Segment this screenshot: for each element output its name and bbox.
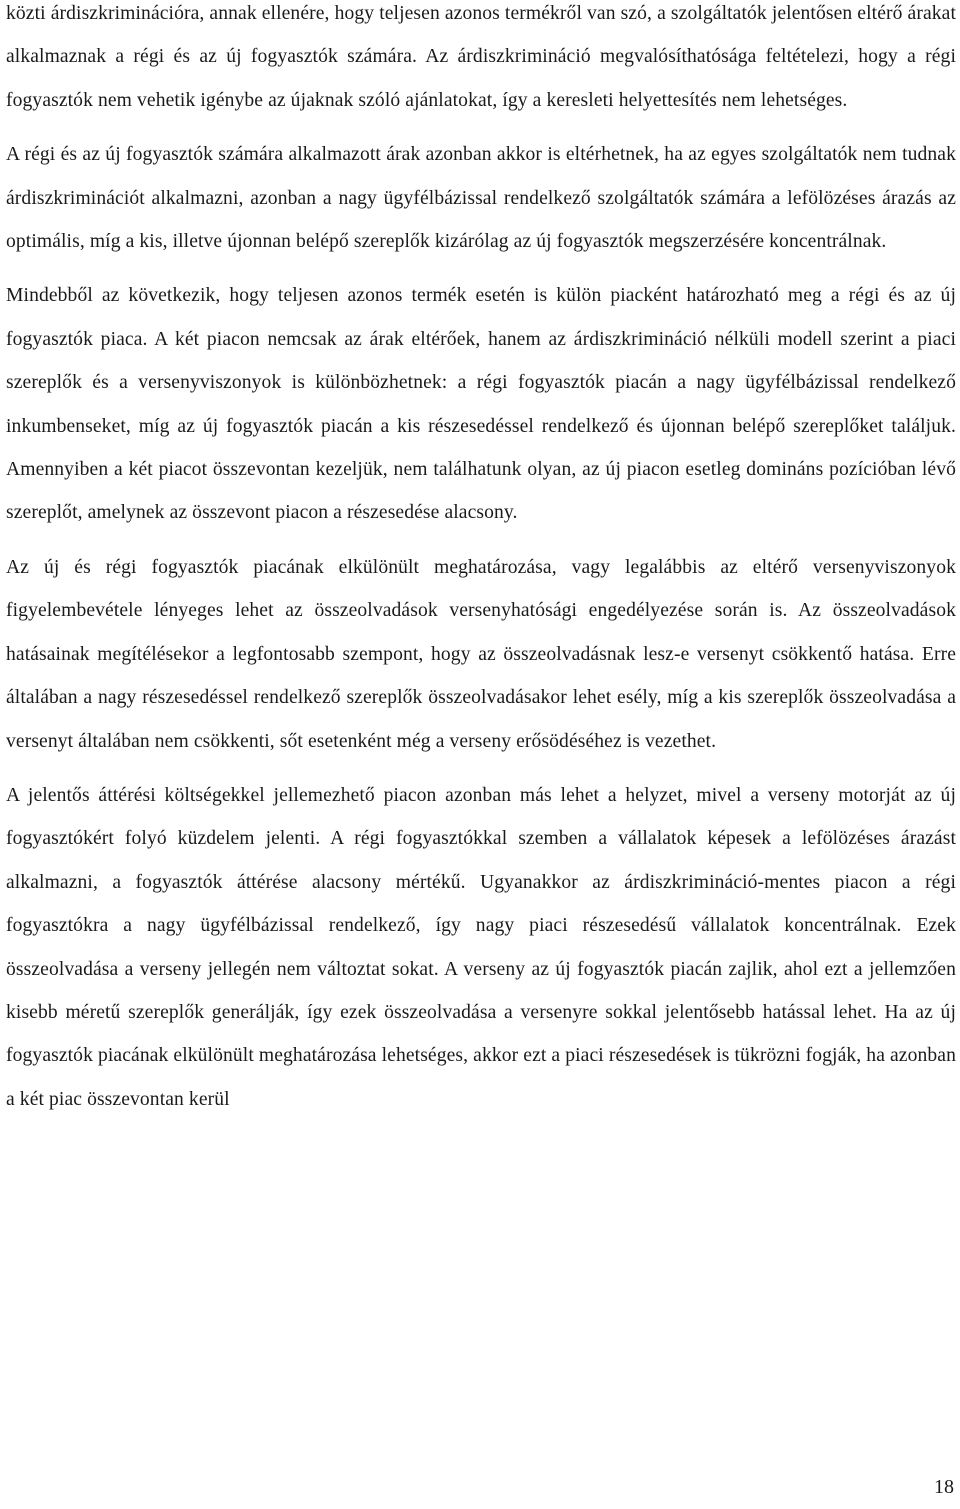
paragraph-5: A jelentős áttérési költségekkel jellemezhető piacon azonban más lehet a helyzet, mivel a verseny motorját az új fogyasztókért folyó küzdelem jelenti. A régi fogyasztókkal szemben a vállalatok képesek a lefölözéses árazást alkalmazni, a fogyasztók áttérése alacsony mértékű. Ugyanakkor az árdiszkrimináció-mentes piacon a régi fogyasztókra a nagy ügyfélbázissal rendelkező, így nagy piaci részesedésű vállalatok koncentrálnak. Ezek összeolvadása a verseny jellegén nem változtat sokat. A verseny az új fogyasztók piacán zajlik, ahol ezt a jellemzően kisebb méretű szereplők generálják, így ezek összeolvadása a versenyre sokkal jelentősebb hatással lehet. Ha az új fogyasztók piacának elkülönült meghatározása lehetséges, akkor ezt a piaci részesedések is tükrözni fogják, ha azonban a két piac összevontan kerül <box>6 784 956 1110</box>
document-page <box>6 0 956 1132</box>
paragraph-3: Mindebből az következik, hogy teljesen azonos termék esetén is külön piacként határozható meg a régi és az új fogyasztók piaca. A két piacon nemcsak az árak eltérőek, hanem az árdiszkrimináció nélküli modell szerint a piaci szereplők és a versenyviszonyok is különbözhetnek: a régi fogyasztók piacán a nagy ügyfélbázissal rendelkező inkumbenseket, míg az új fogyasztók piacán a kis részesedéssel rendelkező és újonnan belépő szereplőket találjuk. Amennyiben a két piacot összevontan kezeljük, nem találhatunk olyan, az új piacon esetleg domináns pozícióban lévő szereplőt, amelynek az összevont piacon a részesedése alacsony. <box>6 285 956 524</box>
paragraph-2: A régi és az új fogyasztók számára alkalmazott árak azonban akkor is eltérhetnek, ha az egyes szolgáltatók nem tudnak árdiszkriminációt alkalmazni, azonban a nagy ügyfélbázissal rendelkező szolgáltatók számára a lefölözéses árazás az optimális, míg a kis, illetve újonnan belépő szereplők kizárólag az új fogyasztók megszerzésére koncentrálnak. <box>6 144 956 253</box>
page-number: 18 <box>934 1476 954 1498</box>
paragraph-4: Az új és régi fogyasztók piacának elkülönült meghatározása, vagy legalábbis az eltérő versenyviszonyok figyelembevétele lényeges lehet az összeolvadások versenyhatósági engedélyezése során is. Az összeolvadások hatásainak megítélésekor a legfontosabb szempont, hogy az összeolvadásnak lesz-e versenyt csökkentő hatása. Erre általában a nagy részesedéssel rendelkező szereplők összeolvadásakor lehet esély, míg a kis szereplők összeolvadása a versenyt általában nem csökkenti, sőt esetenként még a verseny erősödéséhez is vezethet. <box>6 556 956 752</box>
paragraph-1: közti árdiszkriminációra, annak ellenére, hogy teljesen azonos termékről van szó, a szolgáltatók jelentősen eltérő árakat alkalmaznak a régi és az új fogyasztók számára. Az árdiszkrimináció megvalósíthatósága feltételezi, hogy a régi fogyasztók nem vehetik igénybe az újaknak szóló ajánlatokat, így a keresleti helyettesítés nem lehetséges. <box>6 3 956 111</box>
